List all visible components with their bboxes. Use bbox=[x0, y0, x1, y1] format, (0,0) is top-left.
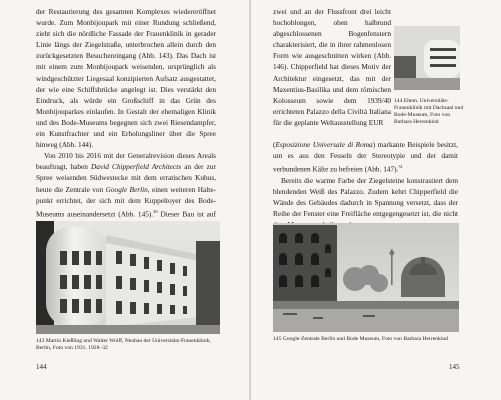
text-run: ) markante Beispiele besitzt, um es aus den Fesseln der Stereotypie und der damit verbundenen Kälte zu befreien (Abb. 147). bbox=[273, 140, 458, 174]
left-page bbox=[0, 0, 250, 400]
photo-143-frauenklinik bbox=[36, 221, 220, 334]
right-page bbox=[251, 0, 501, 400]
italic-run: Google Berlin bbox=[105, 184, 148, 194]
text-run: , einen weiteren Halte-punkt errichtet, der sich mit dem Kuppeltoyer des Bode-Museums auseinandersetzt (Abb. 145). bbox=[36, 184, 217, 219]
footnote-marker: 31 bbox=[398, 164, 403, 170]
page-number-left: 144 bbox=[36, 363, 47, 371]
left-body-text bbox=[36, 6, 216, 230]
caption-143: 143 Martin Kießling und Walter Wolff, Neubau der Universitäts-Frauenklinik, Berlin, Foto von 1931, 1928–32 bbox=[36, 338, 211, 351]
left-paragraph-2 bbox=[36, 150, 216, 230]
text-run: ( bbox=[273, 140, 276, 149]
page-number-right: 145 bbox=[449, 363, 460, 371]
photo-145-google-bode bbox=[273, 223, 459, 332]
right-body-text-narrow bbox=[273, 6, 391, 128]
italic-run: David Chipperfield Architects bbox=[91, 162, 182, 172]
right-body-text-wide bbox=[273, 139, 458, 230]
right-paragraph-1-wide bbox=[273, 139, 458, 175]
right-paragraph-2: Bereits die warme Farbe der Ziegelsteine konstrastiert dem blendenden Weiß des Palazzo. Zudem kehrt Chipperfield die Wände des Gebäudes dadurch in Spannung versetzt, dass der Reihe der Fenster eine Freifläche entgegengesetzt ist, die nicht bbox=[273, 175, 458, 218]
left-paragraph-1: der Restaurierung des gesamten Komplexes wiedereröffnet wurde. Zum Monbijoupark mit einer Rundung schließend, zieht sich die nördliche Fassade der Frauenklinik in gerader Linie längs der Ziegelstraße, unterbrochen allein durch den zurückgesetzten Besuchereingang (Abb. 143). Das Dach ist mit einem zum Monbijoupark weisenden, ursprünglich als windgeschützter Liegesaal konzipierten Aufsatz ausgestattet, der wie eine Schiffsbrücke angelegt ist. Dies verstärkt den Eindruck, als würde ein Großschiff in das Grün des Monbijouparkes einlaufen. In Gestalt der ehemaligen Klinik und des Bode-Museums begegnen sich zwei Riesendampfer, ein Kunstfrachter und ein Erholungsliner über die Spree hinweg (Abb. 144). bbox=[36, 7, 216, 150]
photo-143-image bbox=[36, 221, 220, 334]
right-paragraph-1-narrow: zwei und an der Flussfront drei leicht hochoblongen, oben halbrund abgeschlossenen Bogenfenstern charakterisiert, die in ihrer rahmenlosen Form wie ausgeschnitten wirken (Abb. 146). Chipperfield hat dieses Motiv der Architektur eingesetzt, das mit der Maxentius-Basilika und dem römischen Kolosseum sowie dem 1939/40 errichteten Palazzo della Civiltà Italiana für die geplante Weltausstellung EUR bbox=[273, 7, 391, 127]
text-run: an der zur Spree weisenden Südwestecke mit dem erratischen Kubus, heute die Zentrale von bbox=[36, 162, 216, 194]
caption-145: 145 Google-Zentrale Berlin und Bode Museum, Foto von Barbara Herrenkind bbox=[273, 336, 448, 342]
italic-run: Esposizione Universale di Roma bbox=[275, 140, 373, 149]
text-run: Von 2010 bis 2016 mit der Generalrevision dieses Areals beauftragt, haben bbox=[36, 151, 216, 172]
photo-144-klinik-bode bbox=[394, 26, 460, 90]
photo-145-image bbox=[273, 223, 459, 332]
text-run: Dieser Bau ist auf bbox=[160, 209, 217, 219]
photo-144-image bbox=[394, 26, 460, 90]
caption-144: 144 Ehem. Universitäts-Frauenklinik mit Dachsaal und Bode-Museum, Foto von Barbara Herrenkind bbox=[394, 98, 464, 125]
footnote-marker: 30 bbox=[153, 208, 158, 214]
